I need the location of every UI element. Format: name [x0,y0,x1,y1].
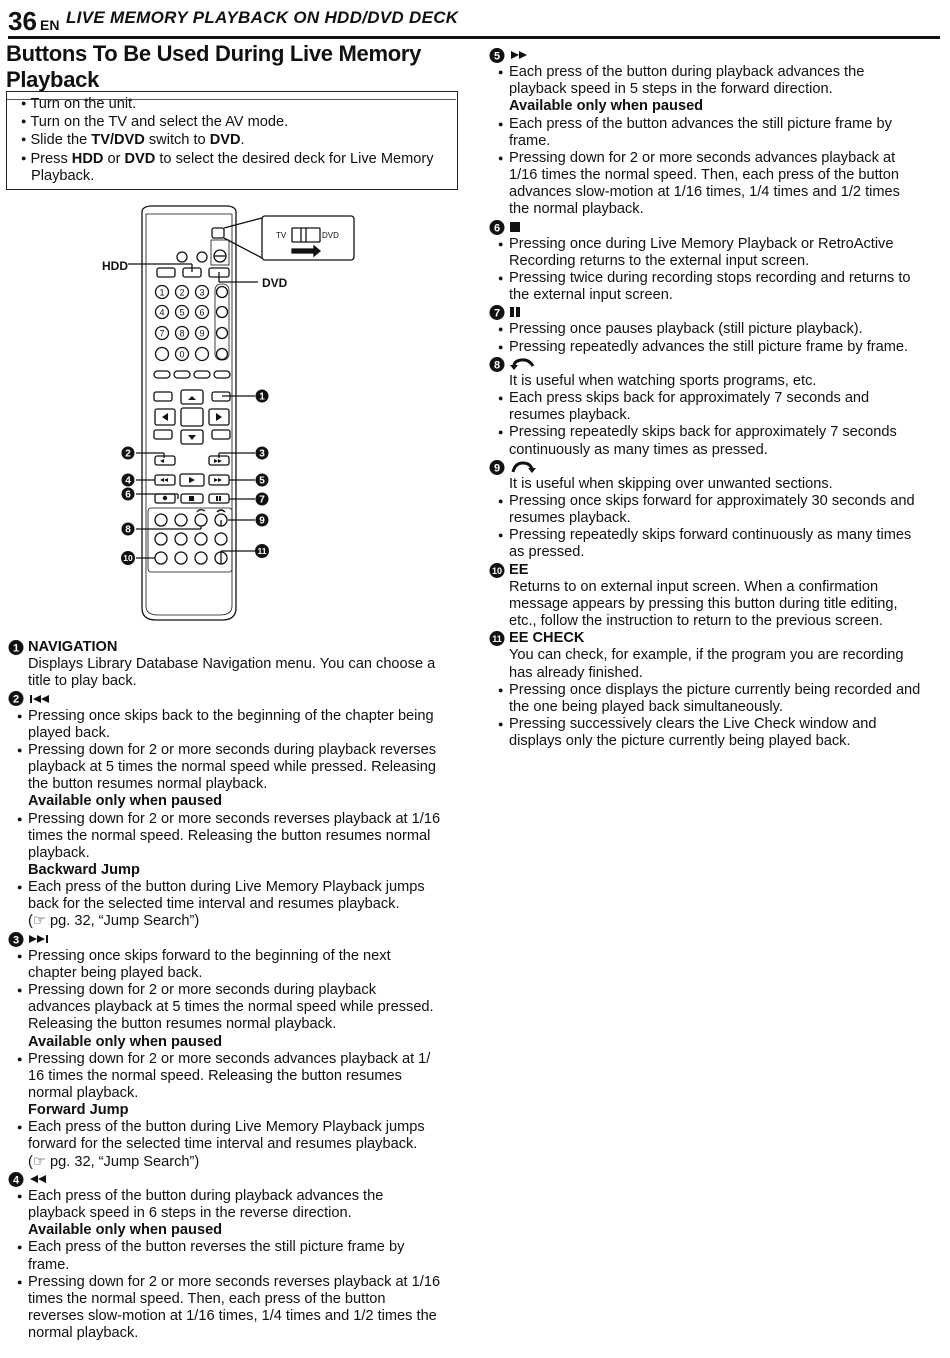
bullet: ● Pressing repeatedly skips forward continuously as many times as pressed. [489,527,939,561]
item-fast-forward [489,47,939,219]
desc-line: has already finished. [509,664,643,681]
item-number-badge [489,459,505,475]
bullet: ● Pressing once skips back to the beginning of the chapter being played back. [8,708,454,742]
bullet: ● Pressing successively clears the Live Check window and displays only the picture currently being played back. [489,716,939,750]
desc-line: You can check, for example, if the program you are recording [509,647,904,664]
bullet: ● Pressing repeatedly skips back for approximately 7 seconds continuously as many times as pressed. [489,424,939,458]
item-ee [489,562,939,631]
right-column [489,47,939,750]
item-number-badge [489,562,505,578]
prep-text: Slide the [30,132,92,149]
item-number-badge [489,219,505,235]
prep-text: to select the desired deck for Live Memory Playback. [31,150,434,184]
preparation-box [6,91,458,190]
fast-forward-icon [509,47,533,64]
keypad-key: 5 [179,307,185,318]
bullet: ● Each press of the button during playback advances the playback speed in 6 steps in the reverse direction. [8,1188,454,1222]
prep-bold: TV/DVD [91,132,145,149]
item-label: EE [509,561,529,578]
switch-tv-label: TV [276,231,287,240]
badge-number: 7 [493,307,501,320]
prep-item [17,113,447,131]
desc-line: message appears by pressing this button during title editing, [509,595,898,612]
item-number-badge [8,1171,24,1187]
item-stop [489,219,939,305]
skip-back-icon [28,690,54,707]
desc-line: Displays Library Database Navigation menu. You can choose a [28,656,436,673]
badge-number: 10 [491,565,503,576]
bullet: ● Each press of the button during Live Memory Playback jumps back for the selected time interval and resumes playback. (☞ pg. 32, “Jump Search”) [8,879,454,930]
bullet: ● Pressing twice during recording stops recording and returns to the external input screen. [489,270,939,304]
bullet: ● Pressing once skips forward for approximately 30 seconds and resumes playback. [489,493,939,527]
item-number-badge [8,639,24,655]
subheading: Forward Jump [28,1102,129,1119]
switch-dvd-label: DVD [322,231,339,240]
intro-text: It is useful when watching sports programs, etc. [509,372,817,389]
desc-line: Returns to on external input screen. When a confirmation [509,578,879,595]
keypad-key: 4 [159,307,165,318]
keypad-key: 6 [199,307,205,318]
section-title: Buttons To Be Used During Live Memory Playback [6,41,456,100]
badge-number: 9 [493,462,501,475]
item-skip-forward [8,931,454,1171]
hdd-label: HDD [102,259,128,273]
bullet: ● Pressing once skips forward to the beginning of the next chapter being played back. [8,948,454,982]
subheading: Available only when paused [28,1033,223,1050]
prep-text: Turn on the TV and select the AV mode. [30,114,289,131]
subheading: Available only when paused [28,1222,223,1239]
item-instant-skip [489,459,939,562]
instant-skip-icon [509,459,537,476]
bullet: ● Pressing down for 2 or more seconds during playback reverses playback at 5 times the normal speed while pressed. Releasing the button resumes normal playback. [8,742,454,793]
prep-text: or [103,150,125,167]
keypad-key: 2 [179,287,185,298]
callout-number: 3 [259,448,265,460]
callout-number: 2 [125,448,131,460]
callout-number: 5 [259,475,265,487]
item-number-badge [489,630,505,646]
page-header [8,6,940,39]
left-column [8,639,454,1342]
callout-number: 11 [257,546,267,556]
prep-text: . [240,132,245,149]
keypad-key: 9 [199,328,205,339]
keypad-key: 1 [159,287,165,298]
item-pause [489,304,939,355]
chapter-title: LIVE MEMORY PLAYBACK ON HDD/DVD DECK [66,8,459,27]
instant-replay-icon [509,356,537,373]
item-label: NAVIGATION [28,639,118,655]
bullet: ● Each press of the button reverses the still picture frame by frame. [8,1239,454,1273]
dvd-label: DVD [262,276,288,290]
callout-number: 7 [259,494,265,506]
item-number-badge [489,356,505,372]
page-reference: (☞ pg. 32, “Jump Search”) [28,913,200,930]
bullet: ● Each press skips back for approximately 7 seconds and resumes playback. [489,390,939,424]
callout-number: 1 [259,391,265,403]
callout-number: 10 [123,553,133,563]
keypad-key: 8 [179,328,185,339]
badge-number: 1 [12,642,20,655]
item-ee-check [489,630,939,750]
bullet: ● Pressing once displays the picture currently being recorded and the one being played back simultaneously. [489,682,939,716]
bullet: ● Each press of the button during playback advances the playback speed in 5 steps in the forward direction. [489,64,939,98]
skip-forward-icon [28,931,54,948]
subheading: Available only when paused [509,98,704,115]
desc-line: etc., follow the instruction to return to the previous screen. [509,613,883,630]
prep-text: Press [30,150,72,167]
prep-text: Turn on the unit. [30,96,137,112]
pause-icon [509,304,523,321]
bullet: ● Pressing once pauses playback (still picture playback). [489,321,939,338]
item-label: EE CHECK [509,630,585,647]
bullet: ● Each press of the button advances the still picture frame by frame. [489,116,939,150]
bullet: ● Pressing repeatedly advances the still picture frame by frame. [489,339,939,356]
callout-number: 8 [125,524,131,536]
badge-number: 8 [493,359,501,372]
prep-text: switch to [144,132,210,149]
item-number-badge [489,47,505,63]
remote-control-illustration [100,200,360,630]
prep-item [17,95,447,113]
keypad-key: 7 [159,328,165,339]
badge-number: 6 [493,222,501,235]
badge-number: 3 [12,934,20,947]
bullet: ● Pressing down for 2 or more seconds reverses playback at 1/16 times the normal speed. Then, each press of the button reverses slow-motion at 1/16 times, 1/4 times and 1/2 times the normal playback. [8,1274,454,1343]
item-number-badge [8,931,24,947]
callout-number: 6 [125,489,131,501]
page-language: EN [40,17,60,33]
item-number-badge [8,690,24,706]
subheading: Backward Jump [28,862,140,878]
item-instant-replay [489,356,939,459]
callout-number: 4 [125,475,131,487]
stop-icon [509,219,523,236]
prep-item [17,131,447,149]
keypad-key: 3 [199,287,205,298]
page-number: 36 [8,6,37,36]
intro-text: It is useful when skipping over unwanted sections. [509,475,833,492]
callout-number: 9 [259,515,265,527]
badge-number: 11 [492,634,502,645]
item-navigation [8,639,454,690]
prep-bold: DVD [209,132,241,149]
rewind-icon [28,1171,52,1188]
keypad-key: 0 [179,349,185,360]
bullet: ● Pressing down for 2 or more seconds during playback advances playback at 5 times the normal speed while pressed. Releasing the button resumes normal playback. [8,982,454,1033]
bullet: ● Pressing down for 2 or more seconds advances playback at 1/ 16 times the normal speed. Releasing the button resumes normal playback. [8,1051,454,1102]
prep-bold: DVD [124,150,156,167]
badge-number: 5 [493,50,501,63]
badge-number: 2 [12,693,20,706]
bullet: ● Pressing once during Live Memory Playback or RetroActive Recording returns to the external input screen. [489,236,939,270]
subheading: Available only when paused [28,793,223,810]
prep-item [17,150,447,185]
desc-line: title to play back. [28,673,137,690]
badge-number: 4 [12,1174,20,1187]
bullet: ● Each press of the button during Live Memory Playback jumps forward for the selected time interval and resumes playback. (☞ pg. 32, “Jump Search”) [8,1119,454,1170]
prep-bold: HDD [71,150,104,167]
item-number-badge [489,304,505,320]
bullet: ● Pressing down for 2 or more seconds advances playback at 1/16 times the normal speed. Then, each press of the button advances slow-motion at 1/16 times, 1/4 times and 1/2 times the normal playback. [489,150,939,219]
page-reference: (☞ pg. 32, “Jump Search”) [28,1153,200,1170]
item-skip-back [8,690,454,930]
bullet: ● Pressing down for 2 or more seconds reverses playback at 1/16 times the normal speed. Releasing the button resumes normal playback. [8,811,454,862]
item-rewind [8,1171,454,1343]
